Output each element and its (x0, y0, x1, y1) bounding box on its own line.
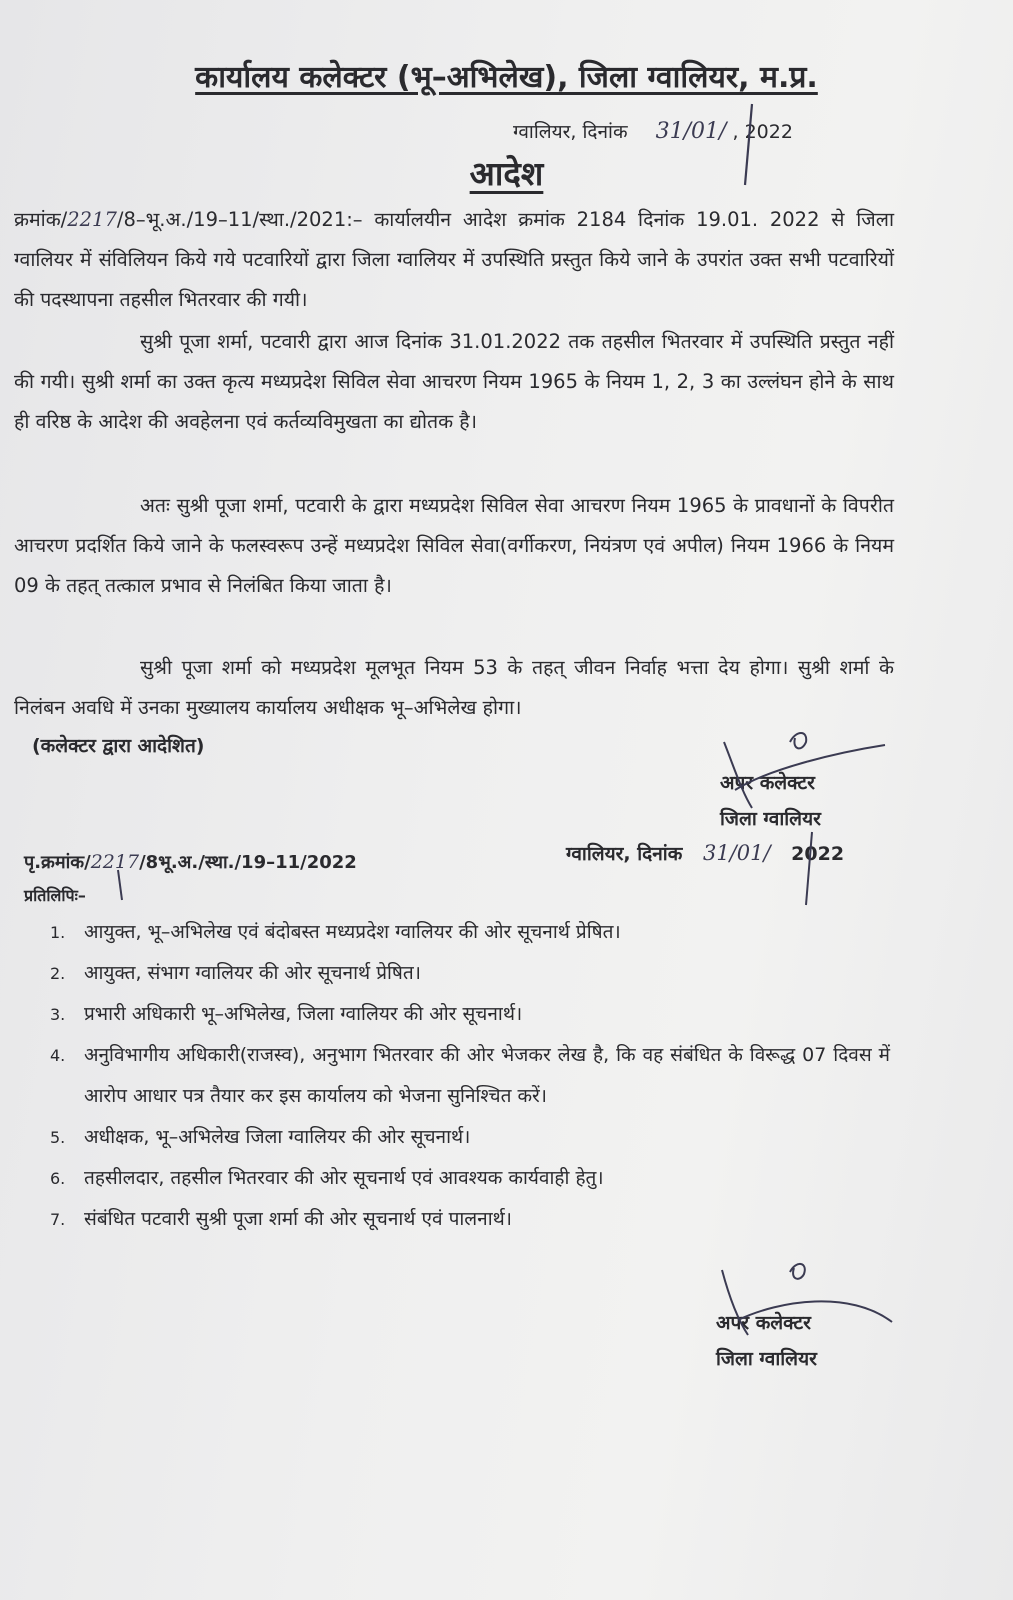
handwritten-endorsement-date: 31/01/ (702, 841, 771, 865)
order-ref-suffix: /8–भू.अ./19–11/स्था./2021:– (116, 208, 363, 231)
list-item: 2. आयुक्त, संभाग ग्वालियर की ओर सूचनार्थ प्रेषित। (50, 962, 421, 984)
endorsement-ref-prefix: पृ.क्रमांक/ (24, 852, 91, 873)
endorsement-date-slash (806, 832, 812, 905)
place-date-prefix: ग्वालियर, दिनांक (513, 121, 628, 143)
list-item: 3. प्रभारी अधिकारी भू–अभिलेख, जिला ग्वालियर की ओर सूचनार्थ। (50, 1003, 523, 1025)
signatory-district: जिला ग्वालियर (720, 808, 821, 830)
order-paragraph-2: सुश्री पूजा शर्मा, पटवारी द्वारा आज दिनांक 31.01.2022 तक तहसील भितरवार में उपस्थिति प्रस्तुत नहीं की गयी। सुश्री शर्मा का उक्त कृत्य मध्यप्रदेश सिविल सेवा आचरण नियम 1965 के नियम 1, 2, 3 का उल्लंघन होने के साथ ही वरिष्ठ के आदेश की अवहेलना एवं कर्तव्यविमुखता का द्योतक है। (14, 330, 894, 433)
order-paragraph-3: अतः सुश्री पूजा शर्मा, पटवारी के द्वारा मध्यप्रदेश सिविल सेवा आचरण नियम 1965 के प्रावधानों के विपरीत आचरण प्रदर्शित किये जाने के फलस्वरूप उन्हें मध्यप्रदेश सिविल सेवा(वर्गीकरण, नियंत्रण एवं अपील) नियम 1966 के नियम 09 के तहत् तत्काल प्रभाव से निलंबित किया जाता है। (14, 494, 894, 597)
signatory-district: जिला ग्वालियर (716, 1348, 817, 1370)
place-date-year: , 2022 (732, 121, 793, 143)
signature-scribble-1 (724, 733, 885, 808)
list-item: 7. संबंधित पटवारी सुश्री पूजा शर्मा की ओर सूचनार्थ एवं पालनार्थ। (50, 1208, 512, 1230)
paragraph-1-text: कार्यालयीन आदेश क्रमांक 2184 दिनांक 19.01. 2022 से जिला ग्वालियर में संविलियन किये गये पटवारियों द्वारा जिला ग्वालियर में उपस्थिति प्रस्तुत किये जाने के उपरांत उक्त सभी पटवारियों की पदस्थापना तहसील भितरवार की गयी। (14, 208, 894, 311)
ordered-by-note: (कलेक्टर द्वारा आदेशित) (32, 735, 205, 757)
handwritten-date: 31/01/ (655, 119, 727, 144)
list-item: 4. अनुविभागीय अधिकारी(राजस्व), अनुभाग भितरवार की ओर भेजकर लेख है, कि वह संबंधित के विरूद्ध 07 दिवस में आरोप आधार पत्र तैयार कर इस कार्यालय को भेजना सुनिश्चित करें। (50, 1044, 890, 1107)
handwritten-endorsement-number: 2217 (90, 851, 140, 873)
endorsement-ref-suffix: /8भू.अ./स्था./19–11/2022 (139, 852, 357, 873)
office-heading: कार्यालय कलेक्टर (भू–अभिलेख), जिला ग्वालियर, म.प्र. (195, 60, 818, 95)
endorsement-date-prefix: ग्वालियर, दिनांक (566, 843, 683, 865)
handwritten-ref-number: 2217 (67, 208, 117, 231)
date-slash-mark (745, 104, 752, 185)
copy-to-label: प्रतिलिपिः– (24, 886, 86, 905)
ref-underline-mark (118, 870, 122, 900)
order-ref-prefix: क्रमांक/ (14, 208, 68, 231)
list-item: 6. तहसीलदार, तहसील भितरवार की ओर सूचनार्थ एवं आवश्यक कार्यवाही हेतु। (50, 1167, 604, 1189)
signature-scribble-2 (722, 1264, 892, 1335)
signatory-designation: अपर कलेक्टर (720, 772, 815, 794)
list-item: 5. अधीक्षक, भू–अभिलेख जिला ग्वालियर की ओर सूचनार्थ। (50, 1126, 471, 1148)
order-title: आदेश (469, 154, 544, 193)
list-item: 1. आयुक्त, भू–अभिलेख एवं बंदोबस्त मध्यप्रदेश ग्वालियर की ओर सूचनार्थ प्रेषित। (50, 921, 621, 943)
signatory-designation: अपर कलेक्टर (716, 1312, 811, 1334)
endorsement-date-year: 2022 (791, 843, 845, 865)
order-paragraph-4: सुश्री पूजा शर्मा को मध्यप्रदेश मूलभूत नियम 53 के तहत् जीवन निर्वाह भत्ता देय होगा। सुश्री शर्मा के निलंबन अवधि में उनका मुख्यालय कार्यालय अधीक्षक भू–अभिलेख होगा। (14, 656, 894, 719)
